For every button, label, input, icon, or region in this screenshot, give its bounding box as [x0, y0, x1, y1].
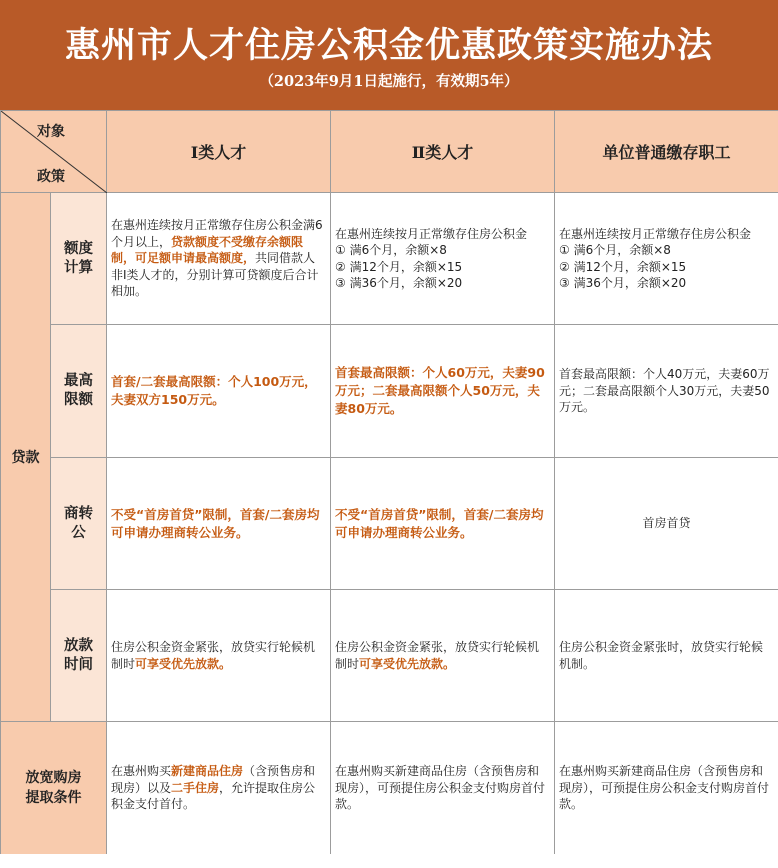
- cell-release-class1: [107, 590, 331, 722]
- quota-class2-item-2: ② 满12个月，余额×15: [335, 259, 463, 274]
- cell-max-class1: [107, 325, 331, 458]
- corner-label-object: 对象: [37, 124, 65, 140]
- cell-quota-ordinary: [555, 193, 778, 325]
- max-ordinary-text: 首套最高限额：个人40万元，夫妻60万元；二套最高限额个人30万元，夫妻50万元。: [559, 367, 770, 415]
- cell-quota-class1: [107, 193, 331, 325]
- quota-class1-highlight: 贷款额度不受缴存余额限制，可足额申请最高额度，: [111, 234, 304, 266]
- bottom-strip: [0, 854, 778, 868]
- table-row-quota: [1, 193, 778, 325]
- cell-transfer-class2: [331, 458, 555, 590]
- row-header-release-line2: 时间: [64, 656, 93, 673]
- table-row-transfer: [1, 458, 778, 590]
- column-header-ordinary: 单位普通缴存职工: [555, 111, 778, 193]
- row-header-max: [51, 325, 107, 458]
- release-class2-text: 住房公积金资金紧张，放贷实行轮候机制时: [335, 640, 540, 671]
- release-class2-highlight: 可享受优先放款。: [359, 656, 456, 671]
- quota-class1-text-a: 在惠州连续按月正常缴存住房公积金满6个月以上，: [111, 218, 323, 249]
- row-header-transfer-line2: 公: [71, 524, 86, 541]
- row-header-quota: [51, 193, 107, 325]
- corner-label-policy: 政策: [37, 169, 65, 185]
- transfer-class1-text: 不受“首房首贷”限制，首套/二套房均可申请办理商转公业务。: [111, 506, 320, 540]
- row-header-max-line1: 最高: [64, 373, 93, 389]
- quota-class2-intro: 在惠州连续按月正常缴存住房公积金: [335, 226, 528, 241]
- row-header-max-line2: 限额: [64, 392, 93, 408]
- cell-withdraw-class2: [331, 722, 555, 855]
- quota-class2-item-3: ③ 满36个月，余额×20: [335, 276, 463, 290]
- cell-transfer-ordinary: [555, 458, 778, 590]
- cell-withdraw-ordinary: [555, 722, 778, 855]
- withdraw-class2-text: 在惠州购买新建商品住房（含预售房和现房），可预提住房公积金支付购房首付款。: [335, 764, 546, 812]
- cell-max-class2: [331, 325, 555, 458]
- table-row-withdraw: [1, 722, 778, 855]
- release-ordinary-text: 住房公积金资金紧张时，放贷实行轮候机制。: [559, 640, 764, 671]
- row-header-transfer-line1: 商转: [64, 505, 93, 522]
- page-subtitle: （2023年9月1日起施行，有效期5年）: [259, 73, 519, 90]
- cell-transfer-class1: [107, 458, 331, 590]
- title-banner: [0, 0, 778, 110]
- withdraw-class1-highlight-new: 新建商品住房: [171, 764, 244, 779]
- column-header-class1: Ⅰ类人才: [107, 111, 331, 193]
- cell-quota-class2: [331, 193, 555, 325]
- max-class2-text: 首套最高限额：个人60万元，夫妻90万元；二套最高限额个人50万元，夫妻80万元。: [335, 365, 545, 416]
- loan-group-header: 贷款: [1, 193, 51, 722]
- quota-ordinary-item-2: ② 满12个月，余额×15: [559, 259, 687, 274]
- cell-withdraw-class1: [107, 722, 331, 855]
- policy-table: [0, 110, 778, 855]
- quota-class1-text-c: 共同借款人非Ⅰ类人才的，分别计算可贷额度后合计相加。: [111, 251, 319, 299]
- row-header-release-line1: 放款: [64, 637, 93, 654]
- row-header-quota-line1: 额度: [64, 240, 93, 257]
- quota-ordinary-item-1: ① 满6个月，余额×8: [559, 243, 671, 257]
- cell-release-ordinary: [555, 590, 778, 722]
- row-header-withdraw-line2: 提取条件: [25, 790, 82, 806]
- header-row: [1, 111, 778, 193]
- max-class1-text: 首套/二套最高限额：个人100万元，夫妻双方150万元。: [111, 374, 317, 407]
- row-header-release: [51, 590, 107, 722]
- withdraw-class1-text-e: ，允许提取住房公积金支付首付。: [111, 780, 316, 812]
- row-header-quota-line2: 计算: [64, 259, 93, 276]
- withdraw-class1-text-c: （含预售房和现房）以及: [111, 764, 316, 795]
- release-class1-text: 住房公积金资金紧张，放贷实行轮候机制时: [111, 640, 316, 671]
- quota-ordinary-item-3: ③ 满36个月，余额×20: [559, 276, 687, 290]
- column-header-class2: Ⅱ类人才: [331, 111, 555, 193]
- transfer-ordinary-text: 首房首贷: [642, 516, 691, 531]
- release-class1-highlight: 可享受优先放款。: [135, 656, 232, 671]
- transfer-class2-text: 不受“首房首贷”限制，首套/二套房均可申请办理商转公业务。: [335, 506, 544, 540]
- quota-ordinary-intro: 在惠州连续按月正常缴存住房公积金: [559, 226, 752, 241]
- cell-release-class2: [331, 590, 555, 722]
- withdraw-class1-text-a: 在惠州购买: [111, 764, 172, 779]
- row-header-withdraw: [1, 722, 107, 855]
- table-row-max: [1, 325, 778, 458]
- row-header-withdraw-line1: 放宽购房: [25, 770, 82, 786]
- corner-header-cell: [1, 111, 107, 193]
- cell-max-ordinary: [555, 325, 778, 458]
- row-header-transfer: [51, 458, 107, 590]
- table-row-release: [1, 590, 778, 722]
- withdraw-ordinary-text: 在惠州购买新建商品住房（含预售房和现房），可预提住房公积金支付购房首付款。: [559, 764, 770, 812]
- quota-class2-item-1: ① 满6个月，余额×8: [335, 243, 447, 257]
- page-title: 惠州市人才住房公积金优惠政策实施办法: [64, 25, 713, 66]
- withdraw-class1-highlight-second: 二手住房: [171, 780, 220, 795]
